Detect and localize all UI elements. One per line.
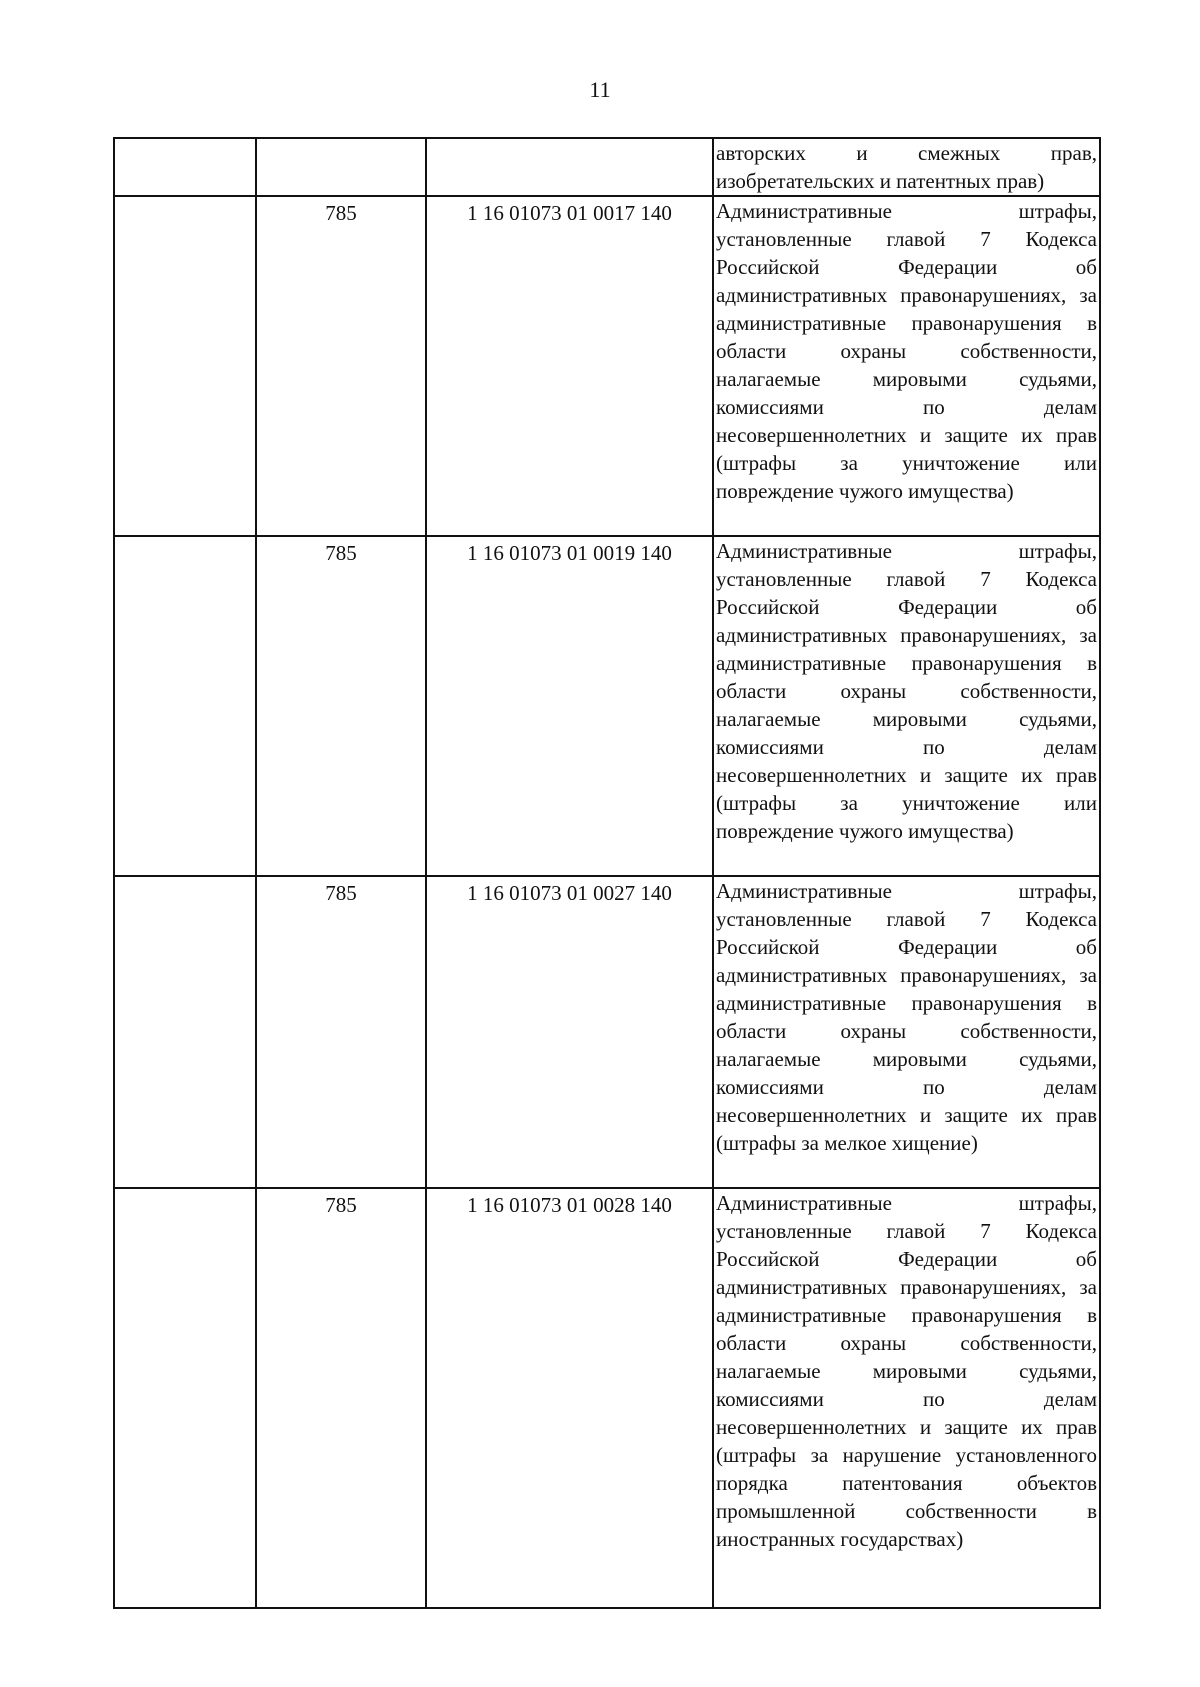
admin-code-cell [256,138,426,196]
description-cell [713,138,1100,196]
description-text: Административные штрафы, установленные главой 7 Кодекса Российской Федерации об административных правонарушениях, за административные правонарушения в области охраны собственности, налагаемые мировыми судьями, комиссиями по делам несовершеннолетних и защите их прав (штрафы за уничтожение или повреждение чужого имущества) [716,539,1097,843]
empty-cell [114,138,256,196]
description-cell [713,876,1100,1188]
admin-code-cell: 785 [256,876,426,1188]
description-text: Административные штрафы, установленные главой 7 Кодекса Российской Федерации об административных правонарушениях, за административные правонарушения в области охраны собственности, налагаемые мировыми судьями, комиссиями по делам несовершеннолетних и защите их прав (штрафы за нарушение установленного порядка патентования объектов промышленной собственности в иностранных государствах) [716,1191,1097,1551]
description-cell [713,536,1100,876]
table-row [114,196,1100,536]
empty-cell [114,1188,256,1608]
empty-cell [114,876,256,1188]
description-cell [713,1188,1100,1608]
budget-code-cell: 1 16 01073 01 0017 140 [426,196,713,536]
description-text: авторских и смежных прав, изобретательских и патентных прав) [716,141,1097,193]
page-number: 11 [589,77,611,102]
admin-code-cell: 785 [256,536,426,876]
description-text: Административные штрафы, установленные главой 7 Кодекса Российской Федерации об административных правонарушениях, за административные правонарушения в области охраны собственности, налагаемые мировыми судьями, комиссиями по делам несовершеннолетних и защите их прав (штрафы за мелкое хищение) [716,879,1097,1155]
admin-code-cell: 785 [256,196,426,536]
admin-code-cell: 785 [256,1188,426,1608]
table-row [114,536,1100,876]
table-row [114,876,1100,1188]
description-cell [713,196,1100,536]
budget-code-cell: 1 16 01073 01 0028 140 [426,1188,713,1608]
description-text: Административные штрафы, установленные главой 7 Кодекса Российской Федерации об административных правонарушениях, за административные правонарушения в области охраны собственности, налагаемые мировыми судьями, комиссиями по делам несовершеннолетних и защите их прав (штрафы за уничтожение или повреждение чужого имущества) [716,199,1097,503]
revenue-codes-table [113,137,1101,1609]
budget-code-cell [426,138,713,196]
table-row [114,138,1100,196]
budget-code-cell: 1 16 01073 01 0019 140 [426,536,713,876]
table-row [114,1188,1100,1608]
budget-code-cell: 1 16 01073 01 0027 140 [426,876,713,1188]
empty-cell [114,196,256,536]
empty-cell [114,536,256,876]
